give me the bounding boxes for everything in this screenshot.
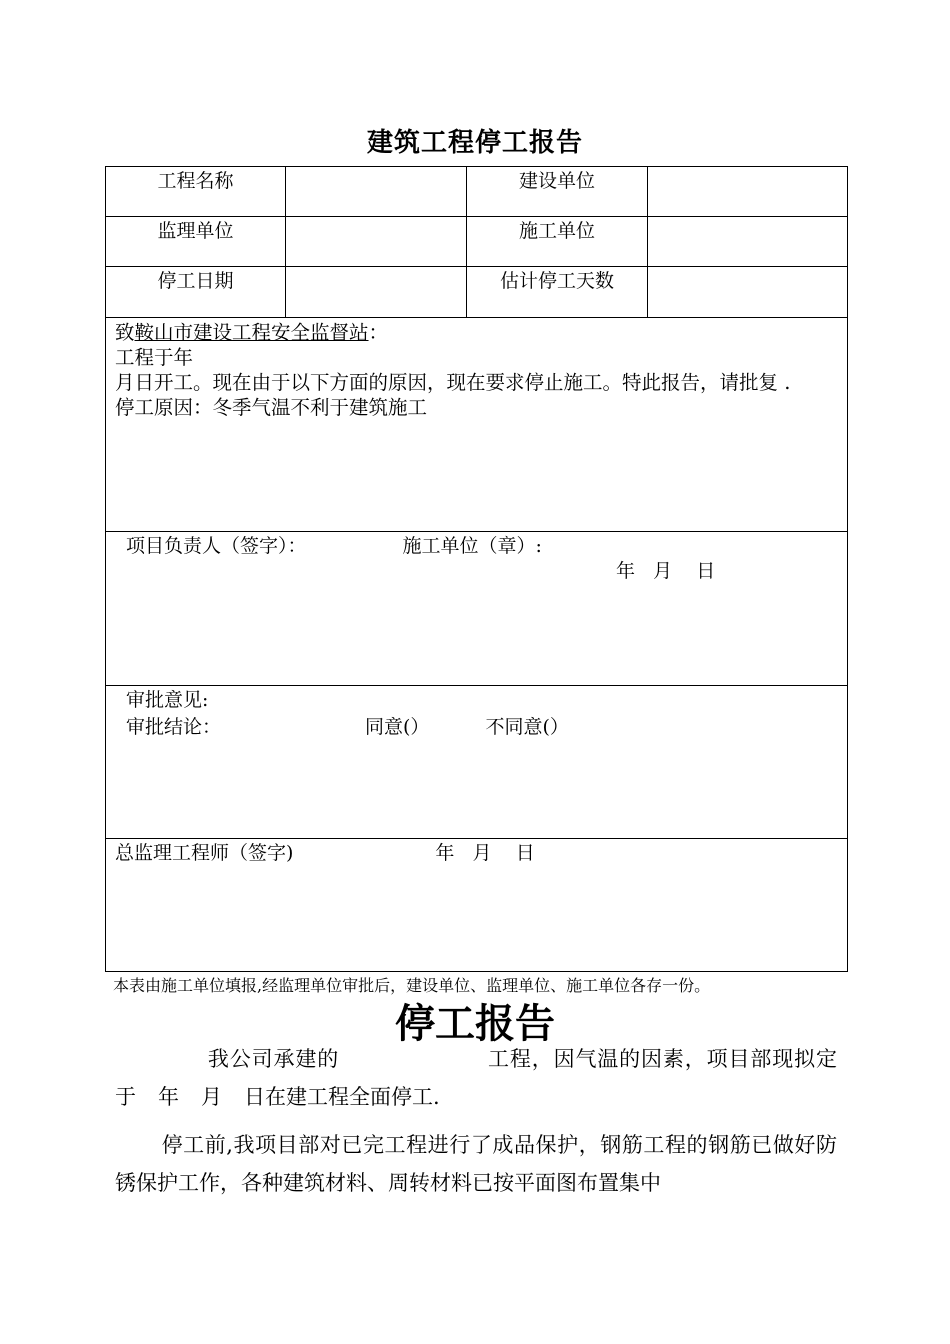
stop-reason: 停工原因：冬季气温不利于建筑施工: [115, 396, 428, 419]
estimated-days-field[interactable]: [648, 267, 848, 318]
stop-date-field[interactable]: [286, 267, 467, 318]
report-paragraph-1: 我公司承建的 工程，因气温的因素，项目部现拟定于 年 月 日在建工程全面停工.: [115, 1047, 838, 1109]
agree-option[interactable]: 同意(）: [365, 716, 430, 738]
project-name-field[interactable]: [286, 167, 467, 217]
label-contractor-unit: 施工单位: [467, 217, 648, 267]
notice-line-2: 月日开工。现在由于以下方面的原因，现在要求停止施工。特此报告，请批复 .: [115, 371, 791, 394]
supervisor-section: [106, 839, 848, 972]
label-estimated-days: 估计停工天数: [467, 267, 648, 318]
notice-addressee: 致鞍山市建设工程安全监督站：: [115, 321, 389, 344]
notice-section: [106, 318, 848, 532]
report-title: 停工报告: [395, 1000, 555, 1047]
label-construction-unit: 建设单位: [467, 167, 648, 217]
approval-opinion-label: 审批意见:: [126, 689, 209, 711]
supervisor-date: 年 月 日: [435, 842, 535, 864]
chief-supervisor-signature-label: 总监理工程师（签字): [115, 842, 294, 864]
label-project-name: 工程名称: [106, 167, 286, 217]
project-leader-signature-label: 项目负责人（签字）：: [126, 535, 307, 557]
signature-date: 年 月 日: [616, 560, 716, 582]
contractor-unit-field[interactable]: [648, 217, 848, 267]
signature-section: [106, 532, 848, 686]
label-supervision-unit: 监理单位: [106, 217, 286, 267]
supervision-unit-field[interactable]: [286, 217, 467, 267]
addressee-org: 鞍山市建设工程安全监督站: [134, 321, 369, 344]
form-footnote: 本表由施工单位填报,经监理单位审批后，建设单位、监理单位、施工单位各存一份。: [113, 976, 711, 995]
label-stop-date: 停工日期: [106, 267, 286, 318]
construction-unit-field[interactable]: [648, 167, 848, 217]
contractor-seal-label: 施工单位（章）:: [402, 535, 542, 557]
disagree-option[interactable]: 不同意(）: [485, 716, 569, 738]
notice-line-1: 工程于年: [115, 346, 194, 369]
approval-section: [106, 686, 848, 839]
stop-work-form-table: [105, 166, 848, 972]
form-title: 建筑工程停工报告: [366, 128, 583, 158]
report-paragraph-2: 停工前,我项目部对已完工程进行了成品保护，钢筋工程的钢筋已做好防锈保护工作，各种建筑材料、周转材料已按平面图布置集中: [115, 1133, 837, 1195]
approval-conclusion-label: 审批结论：: [126, 716, 222, 738]
